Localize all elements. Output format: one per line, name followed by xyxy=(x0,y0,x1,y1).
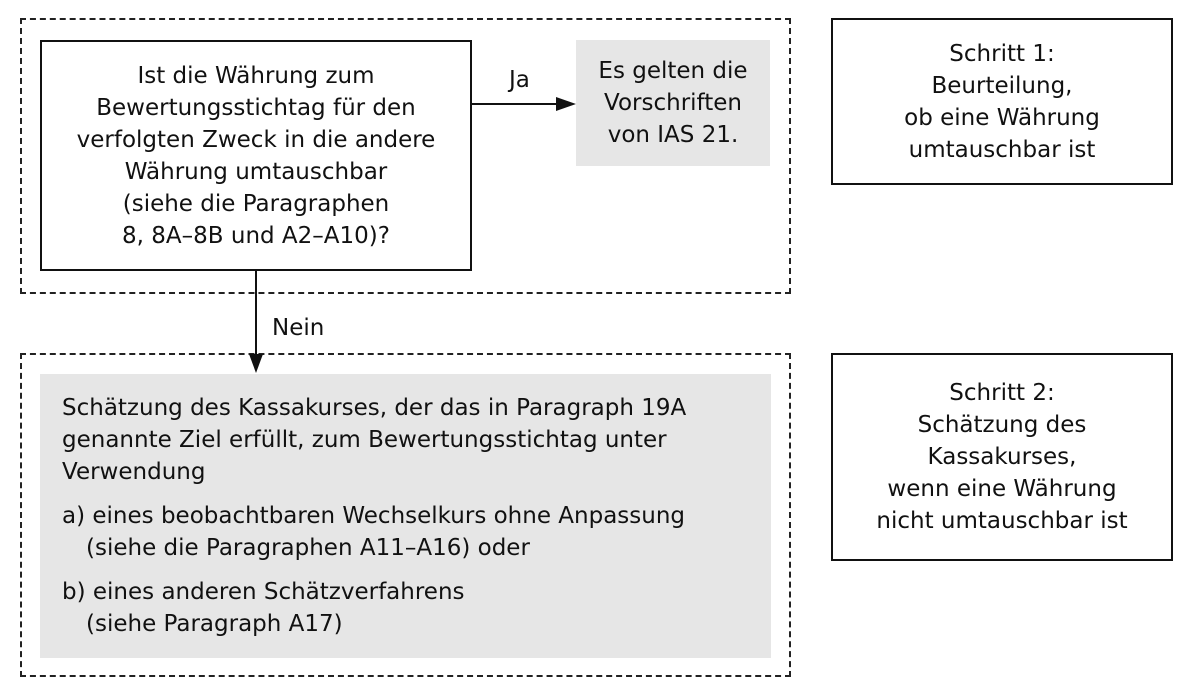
option-b-line: b) eines anderen Schätzverfahrens xyxy=(62,579,465,605)
step1-line: Beurteilung, xyxy=(931,72,1073,99)
step2-line: Schätzung des xyxy=(917,412,1087,438)
step2-line: Schritt 2: xyxy=(949,380,1055,406)
question-line: Währung umtauschbar xyxy=(124,158,388,185)
result-line: von IAS 21. xyxy=(607,122,739,148)
spot-rate-estimate-box xyxy=(40,374,771,658)
option-b xyxy=(62,576,751,640)
step1-line: umtauschbar ist xyxy=(908,136,1096,163)
question-line: (siehe die Paragraphen xyxy=(122,190,390,217)
option-a-reference: (siehe die Paragraphen A11–A16) oder xyxy=(86,535,530,561)
estimate-intro-line: Schätzung des Kassakurses, der das in Paragraph 19A xyxy=(62,395,687,421)
yes-label: Ja xyxy=(509,67,530,93)
no-label: Nein xyxy=(272,315,325,341)
step1-line: Schritt 1: xyxy=(949,40,1055,67)
estimate-intro-line: genannte Ziel erfüllt, zum Bewertungsstichtag unter xyxy=(62,427,667,453)
result-line: Vorschriften xyxy=(604,90,742,116)
option-a xyxy=(62,500,751,564)
question-line: Bewertungsstichtag für den xyxy=(96,94,416,121)
question-line: 8, 8A–8B und A2–A10)? xyxy=(122,222,390,249)
step2-box xyxy=(831,353,1173,561)
step2-line: wenn eine Währung xyxy=(887,476,1117,502)
question-line: Ist die Währung zum xyxy=(137,62,375,89)
step2-line: nicht umtauschbar ist xyxy=(876,508,1128,534)
estimate-intro-line: Verwendung xyxy=(62,459,206,485)
no-arrow-head xyxy=(249,354,263,373)
question-line: verfolgten Zweck in die andere xyxy=(76,126,436,153)
result-line: Es gelten die xyxy=(598,58,748,84)
step1-line: ob eine Währung xyxy=(904,104,1100,131)
yes-arrow-head xyxy=(556,97,576,111)
option-b-reference: (siehe Paragraph A17) xyxy=(86,611,343,637)
option-a-line: a) eines beobachtbaren Wechselkurs ohne Anpassung xyxy=(62,503,686,529)
step2-line: Kassakurses, xyxy=(927,444,1077,470)
